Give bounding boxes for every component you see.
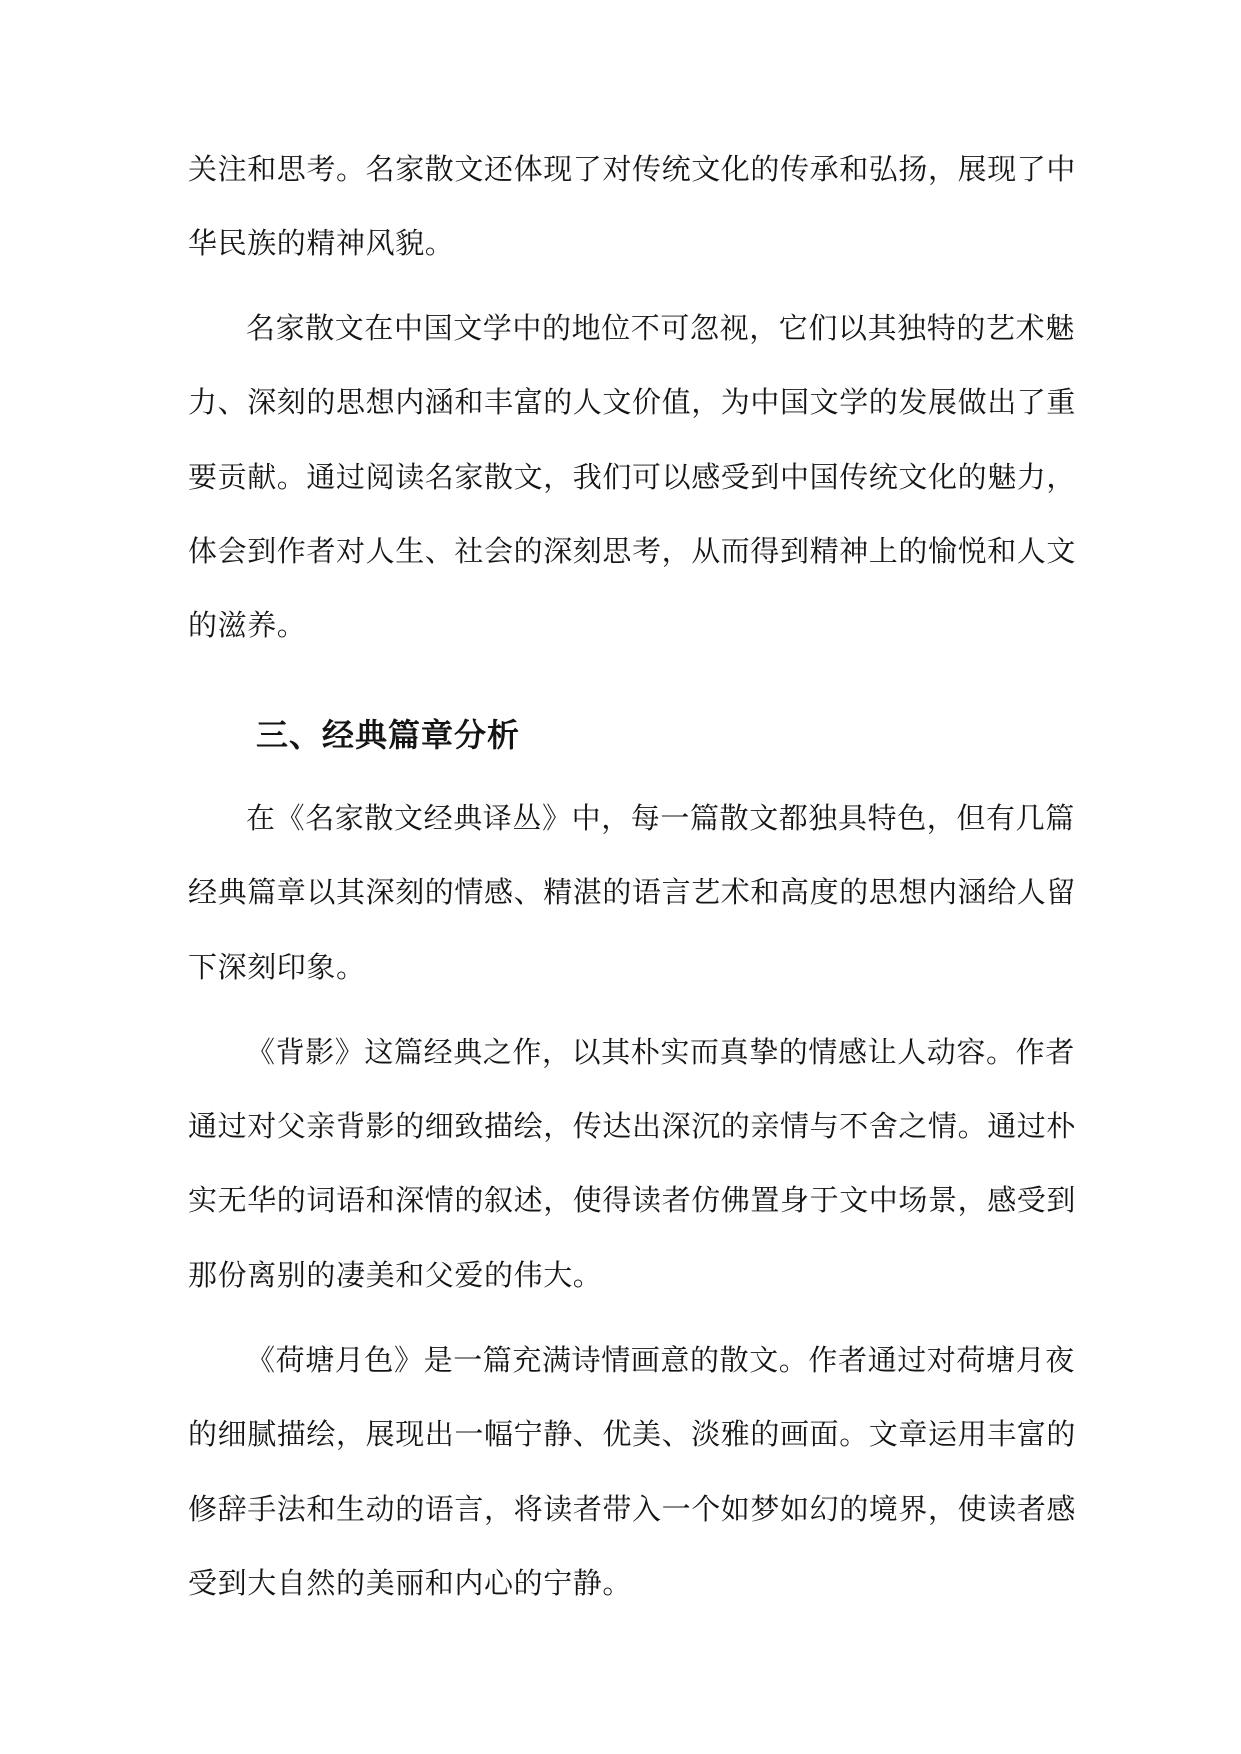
paragraph-2-line-2: 力、深刻的思想内涵和丰富的人文价值，为中国文学的发展做出了重 — [188, 385, 1077, 419]
paragraph-3-line-1: 在《名家散文经典译丛》中，每一篇散文都独具特色，但有几篇 — [246, 801, 1075, 835]
paragraph-2-line-4: 体会到作者对人生、社会的深刻思考，从而得到精神上的愉悦和人文 — [188, 534, 1077, 568]
paragraph-3-line-3: 下深刻印象。 — [188, 950, 366, 984]
paragraph-5-line-1: 《荷塘月色》是一篇充满诗情画意的散文。作者通过对荷塘月夜 — [246, 1343, 1075, 1377]
paragraph-2-line-1: 名家散文在中国文学中的地位不可忽视，它们以其独特的艺术魅 — [246, 311, 1075, 345]
paragraph-4-line-1: 《背影》这篇经典之作，以其朴实而真挚的情感让人动容。作者 — [246, 1035, 1075, 1069]
paragraph-1-line-2: 华民族的精神风貌。 — [188, 226, 455, 260]
paragraph-1-line-1: 关注和思考。名家散文还体现了对传统文化的传承和弘扬，展现了中 — [188, 152, 1077, 186]
paragraph-5-line-4: 受到大自然的美丽和内心的宁静。 — [188, 1566, 633, 1600]
paragraph-5-line-3: 修辞手法和生动的语言，将读者带入一个如梦如幻的境界，使读者感 — [188, 1492, 1077, 1526]
paragraph-2-line-3: 要贡献。通过阅读名家散文，我们可以感受到中国传统文化的魅力， — [188, 460, 1077, 494]
paragraph-4-line-3: 实无华的词语和深情的叙述，使得读者仿佛置身于文中场景，感受到 — [188, 1183, 1077, 1217]
paragraph-3-line-2: 经典篇章以其深刻的情感、精湛的语言艺术和高度的思想内涵给人留 — [188, 875, 1077, 909]
paragraph-4-line-4: 那份离别的凄美和父爱的伟大。 — [188, 1258, 603, 1292]
paragraph-4-line-2: 通过对父亲背影的细致描绘，传达出深沉的亲情与不舍之情。通过朴 — [188, 1109, 1077, 1143]
paragraph-2-line-5: 的滋养。 — [188, 608, 307, 642]
paragraph-5-line-2: 的细腻描绘，展现出一幅宁静、优美、淡雅的画面。文章运用丰富的 — [188, 1417, 1077, 1451]
section-heading: 三、经典篇章分析 — [256, 716, 521, 754]
